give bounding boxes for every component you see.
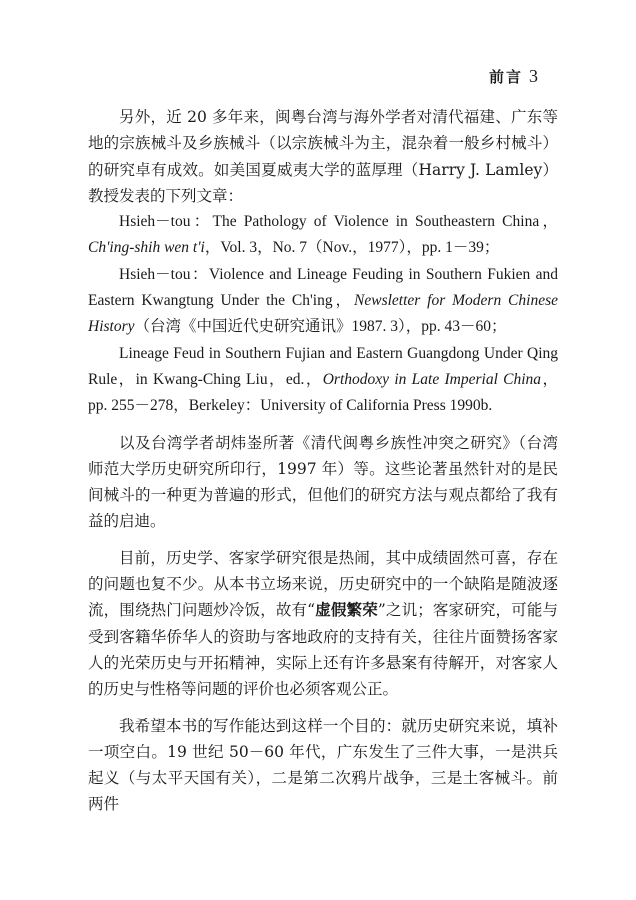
reference-2-journal: Newsletter for Modern Chinese History (88, 292, 558, 336)
reference-3-title: Lineage Feud in Southern Fujian and Eastern Guangdong Under Qing Rule，in Kwang-Ching Liu，ed.， (88, 344, 558, 388)
section-title: 前言 (488, 68, 523, 86)
page-number: 3 (529, 66, 540, 86)
reference-1-journal: Ch'ing-shih wen t'i (88, 239, 205, 257)
paragraph-book-purpose: 我希望本书的写作能达到这样一个目的：就历史研究来说，填补一项空白。19 世纪 50－60 年代，广东发生了三件大事，一是洪兵起义（与太平天国有关），二是第二次鸦片战争，三是土客械斗。前两件 (88, 716, 558, 814)
running-header (489, 66, 540, 87)
reference-3-details: ，pp. 255－278，Berkeley：University of California Press 1990b. (88, 370, 558, 415)
false-prosperity-phrase: 虚假繁荣 (315, 600, 378, 620)
paragraph-current-research-part-1: 目前，历史学、客家学研究很是热闹，其中成绩固然可喜，存在的问题也复不少。从本书立场来说，历史研究中的一个缺陷是随波逐流，围绕热门问题炒冷饭，故有“ (88, 548, 558, 620)
body-text (88, 104, 558, 818)
reference-1-title: Hsieh－tou：The Pathology of Violence in Southeastern China， (119, 213, 558, 231)
reference-1 (88, 209, 558, 262)
paragraph-intro: 另外，近 20 多年来，闽粤台湾与海外学者对清代福建、广东等地的宗族械斗及乡族械斗（以宗族械斗为主，混杂着一般乡村械斗）的研究卓有成效。如美国夏威夷大学的蓝厚理（Harry J. Lamley）教授发表的下列文章： (88, 108, 558, 205)
reference-3 (88, 341, 558, 420)
paragraph-hu-study: 以及台湾学者胡炜崟所著《清代闽粤乡族性冲突之研究》（台湾师范大学历史研究所印行，1997 年）等。这些论著虽然针对的是民间械斗的一种更为普遍的形式，但他们的研究方法与观点都给了我有益的启迪。 (88, 433, 558, 531)
reference-1-details: ，Vol. 3，No. 7（Nov.，1977），pp. 1－39； (204, 239, 500, 257)
paragraph-current-research (88, 545, 558, 703)
reference-2-details: （台湾《中国近代史研究通讯》1987. 3），pp. 43－60； (134, 318, 507, 336)
reference-3-book: Orthodoxy in Late Imperial China (322, 370, 542, 388)
reference-2-title: Hsieh－tou：Violence and Lineage Feuding in Southern Fukien and Eastern Kwangtung Under the Ch'ing， (88, 265, 558, 310)
paragraph-current-research-part-2: ”之讥；客家研究，可能与受到客籍华侨华人的资助与客地政府的支持有关，往往片面赞扬客家人的光荣历史与开拓精神，实际上还有许多悬案有待解开，对客家人的历史与性格等问题的评价也必须客观公正。 (88, 601, 558, 699)
reference-2 (88, 262, 558, 341)
